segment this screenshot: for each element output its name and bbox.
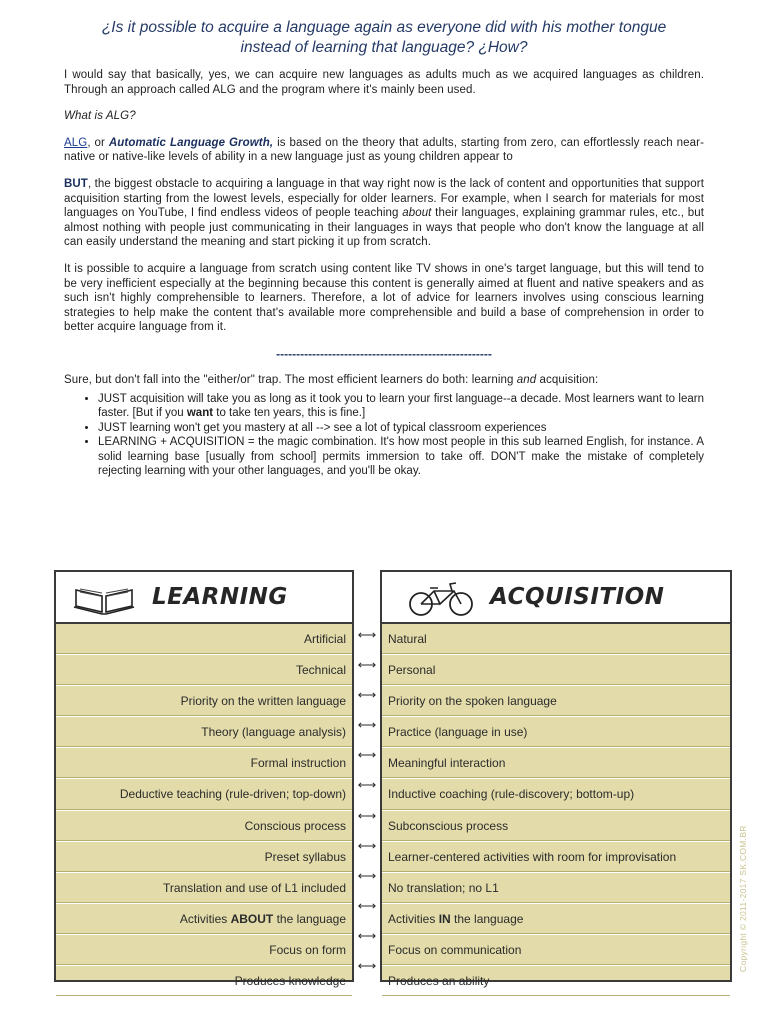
left-row-text: Focus on form: [269, 942, 346, 957]
document: [64, 14, 704, 479]
learning-rows: [56, 624, 352, 997]
right-row-suffix: the language: [450, 911, 524, 926]
left-row: [56, 655, 352, 686]
left-row-text: Translation and use of L1 included: [162, 880, 346, 895]
left-row-text: Deductive teaching (rule-driven; top-down): [119, 787, 346, 802]
right-row: [382, 935, 730, 966]
double-arrow-icon: ⟷: [357, 807, 377, 823]
left-row-text: Formal instruction: [250, 756, 346, 771]
right-row: [382, 904, 730, 935]
right-row-text: Meaningful interaction: [388, 756, 506, 771]
left-row-text: Artificial: [303, 632, 346, 646]
learning-panel: [54, 570, 354, 989]
left-row: [56, 748, 352, 779]
left-row: [56, 935, 352, 966]
acquisition-rows: [382, 624, 730, 997]
comparison-table: [54, 570, 734, 989]
open-book-icon: [72, 580, 136, 616]
bullet-1-text-2: to take ten years, this is fine.]: [213, 407, 366, 420]
acquisition-header: [382, 572, 730, 624]
left-row: [56, 686, 352, 717]
right-row: [382, 717, 730, 748]
bullet-item-1: [98, 392, 704, 421]
right-row-text: Priority on the spoken language: [388, 694, 557, 709]
right-row: [382, 873, 730, 904]
alg-paragraph: [64, 136, 704, 165]
left-row-text: Activities: [179, 911, 231, 926]
right-row: [382, 779, 730, 810]
possible-paragraph: It is possible to acquire a language from scratch using content like TV shows in one's target language, but this will tend to be very inefficient especially at the beginning because this content is generally aimed at fluent and native speakers and as such isn't highly comprehensible to learners. Therefore, a lot of advice for learners involves using conscious learning strategies to help make the content that's available more comprehensible and build a base of comprehension in order to better acquire language from it.: [64, 262, 704, 334]
left-row: [56, 717, 352, 748]
sure-text-1: Sure, but don't fall into the "either/or" trap. The most efficient learners do both: learning: [64, 373, 517, 386]
bullet-item-3: • LEARNING + ACQUISITION = the magic combination. It's how most people in this sub learned English, for instance. A solid learning base [usually from school] permits immersion to take off. DON'T make the mistake of completely rejecting learning with your other languages, and you'll be okay.: [98, 435, 704, 479]
left-row-text: Conscious process: [244, 818, 346, 833]
right-row: [382, 966, 730, 997]
acquisition-title: ACQUISITION: [490, 584, 665, 610]
double-arrow-icon: ⟷: [357, 687, 377, 703]
right-row: [382, 655, 730, 686]
double-arrow-icon: ⟷: [357, 747, 377, 763]
left-row: [56, 842, 352, 873]
sure-text-2: acquisition:: [536, 373, 599, 386]
double-arrow-icon: ⟷: [357, 627, 377, 642]
right-row: [382, 624, 730, 655]
page-title: [64, 18, 704, 58]
left-row: [56, 873, 352, 904]
right-row-text: Natural: [388, 632, 427, 646]
double-arrow-icon: ⟷: [357, 867, 377, 883]
alg-link[interactable]: ALG: [64, 136, 88, 149]
bicycle-icon: [406, 578, 476, 618]
learning-title: LEARNING: [152, 584, 288, 610]
left-row-text: Theory (language analysis): [201, 725, 346, 740]
bullet-1-want: want: [186, 407, 214, 420]
right-row-emphasis: IN: [438, 911, 451, 926]
right-row-text: Focus on communication: [388, 942, 522, 957]
right-row-text: Practice (language in use): [388, 725, 528, 740]
left-row-emphasis: ABOUT: [230, 911, 274, 926]
copyright-note: Copyright © 2011-2017 SK.COM.BR: [738, 825, 748, 972]
double-arrow-icon: ⟷: [357, 927, 377, 943]
right-row: [382, 842, 730, 873]
intro-paragraph: I would say that basically, yes, we can acquire new languages as adults much as we acquired languages as children. Through an approach called ALG and the program where it's mainly been used.: [64, 69, 704, 96]
bullet-list: [64, 392, 704, 480]
left-row-text: Preset syllabus: [264, 849, 346, 864]
right-row-text: Produces an ability: [388, 974, 490, 989]
separator-line: ------------------------------------------------------: [276, 346, 492, 361]
right-row-text: Personal: [388, 663, 436, 678]
what-is-alg-heading: What is ALG?: [64, 110, 136, 123]
bullet-item-2: • JUST learning won't get you mastery at all --> see a lot of typical classroom experiences: [98, 421, 704, 436]
but-text-2: their languages, explaining grammar rules, etc., but almost nothing with people just communicating in their languages in ways that people who don't know the language at all can easily understand the meaning and start picking it up from scratch.: [64, 207, 704, 249]
double-arrow-icon: ⟷: [357, 777, 377, 793]
right-row-text: Activities: [388, 911, 439, 926]
left-row-text: Technical: [295, 663, 346, 678]
acquisition-panel: [380, 570, 732, 989]
double-arrow-icon: ⟷: [357, 717, 377, 733]
left-row: [56, 779, 352, 810]
right-row: [382, 748, 730, 779]
title-line-1: ¿Is it possible to acquire a language again as everyone did with his mother tongue: [101, 19, 667, 36]
right-row: [382, 811, 730, 842]
left-row: [56, 904, 352, 935]
bullet-1-text-1: JUST acquisition will take you as long as it took you to learn your first language--a decade. Most learners want to learn faster. [But if you: [98, 392, 704, 420]
alg-connector: , or: [87, 136, 109, 149]
double-arrow-icon: ⟷: [357, 958, 377, 974]
right-row-text: Learner-centered activities with room for improvisation: [388, 849, 677, 864]
right-row-text: Inductive coaching (rule-discovery; bottom-up): [388, 787, 635, 802]
arrow-column: [354, 620, 380, 981]
right-row: [382, 686, 730, 717]
right-row-text: Subconscious process: [388, 818, 509, 833]
left-row-text: Produces knowledge: [234, 974, 346, 989]
sure-and: and: [516, 373, 537, 386]
alg-description: is based on the theory that adults, starting from zero, can effortlessly reach near-native or native-like levels of ability in a new language just as young children appear to: [64, 136, 704, 164]
alg-full-name: Automatic Language Growth,: [108, 136, 274, 149]
left-row: [56, 811, 352, 842]
but-text-1: , the biggest obstacle to acquiring a language in that way right now is the lack of content and opportunities that support acquisition starting from the lowest levels, especially for older learners. For example, when I search for materials for most languages on YouTube, I find endless videos of people teaching: [64, 177, 704, 220]
title-line-2: instead of learning that language? ¿How?: [240, 39, 528, 56]
right-row-text: No translation; no L1: [388, 880, 499, 895]
left-row-suffix: the language: [273, 911, 346, 926]
left-row-text: Priority on the written language: [180, 694, 346, 709]
double-arrow-icon: ⟷: [357, 837, 377, 853]
double-arrow-icon: ⟷: [357, 897, 377, 913]
double-arrow-icon: ⟷: [357, 657, 377, 673]
but-lead: BUT: [64, 177, 88, 190]
learning-header: [56, 572, 352, 624]
sure-paragraph: [64, 373, 704, 388]
left-row: [56, 624, 352, 655]
but-about: about: [402, 207, 432, 220]
left-row: [56, 966, 352, 997]
but-paragraph: [64, 177, 704, 250]
